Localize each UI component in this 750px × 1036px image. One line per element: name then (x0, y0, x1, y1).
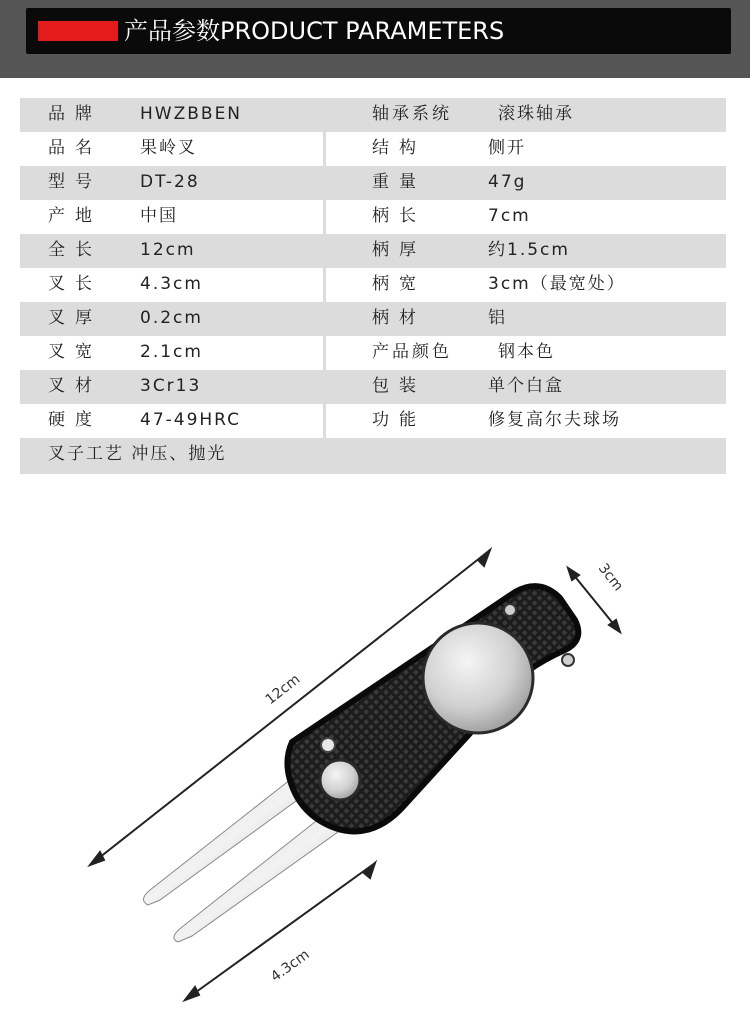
spec-label: 包装 (372, 376, 426, 396)
spec-value: 2.1cm (140, 342, 203, 362)
product-photo (0, 480, 750, 1036)
release-button (320, 760, 360, 800)
page-title: 产品参数PRODUCT PARAMETERS (124, 17, 505, 45)
spec-label: 重量 (372, 172, 426, 192)
spec-value: 侧开 (488, 138, 526, 158)
screw (504, 604, 516, 616)
spec-label: 叉长 (48, 274, 102, 294)
spec-label: 结构 (372, 138, 426, 158)
spec-value: 单个白盒 (488, 376, 564, 396)
header-band (0, 0, 750, 78)
spec-row (20, 336, 726, 370)
column-divider (323, 234, 326, 268)
spec-row (20, 302, 726, 336)
spec-value: 滚珠轴承 (498, 104, 574, 124)
column-divider (323, 132, 326, 166)
spec-value: 修复高尔夫球场 (488, 410, 621, 430)
spec-value: 47g (488, 172, 527, 192)
fork-handle (287, 586, 578, 831)
column-divider (323, 370, 326, 404)
spec-row (20, 200, 726, 234)
ball-marker (423, 623, 533, 733)
spec-value: 中国 (140, 206, 178, 226)
column-divider (323, 404, 326, 438)
spec-value: 果岭叉 (140, 138, 197, 158)
spec-value: 12cm (140, 240, 196, 260)
spec-label: 品牌 (48, 104, 102, 124)
spec-label: 型号 (48, 172, 102, 192)
spec-value: 3cm（最宽处） (488, 274, 626, 294)
spec-label: 品名 (48, 138, 102, 158)
spec-row (20, 166, 726, 200)
spec-value: 3Cr13 (140, 376, 202, 396)
header-accent-block (38, 21, 118, 41)
spec-label: 叉材 (48, 376, 102, 396)
spec-label: 全长 (48, 240, 102, 260)
spec-value: 钢本色 (498, 342, 555, 362)
header-bar (26, 8, 731, 54)
spec-value: 铝 (488, 308, 507, 328)
spec-value: 7cm (488, 206, 531, 226)
spec-value: DT-28 (140, 172, 200, 192)
spec-label: 硬度 (48, 410, 102, 430)
dim-fork-label: 4.3cm (267, 946, 313, 986)
rivet (321, 738, 335, 752)
spec-process-text: 叉子工艺 冲压、抛光 (48, 444, 227, 464)
spec-label: 功能 (372, 410, 426, 430)
spec-label: 产地 (48, 206, 102, 226)
dim-length-label: 12cm (262, 671, 304, 709)
spec-value: 约1.5cm (488, 240, 570, 260)
column-divider (323, 200, 326, 234)
column-divider (323, 98, 326, 132)
spec-row (20, 132, 726, 166)
spec-row-process (20, 438, 726, 474)
screw (562, 654, 574, 666)
spec-label: 轴承系统 (372, 104, 452, 124)
spec-label: 产品颜色 (372, 342, 452, 362)
column-divider (323, 336, 326, 370)
spec-label: 叉厚 (48, 308, 102, 328)
spec-row (20, 404, 726, 438)
spec-row (20, 370, 726, 404)
spec-label: 柄长 (372, 206, 426, 226)
spec-row (20, 98, 726, 132)
spec-row (20, 234, 726, 268)
dim-width-label: 3cm (594, 560, 627, 595)
column-divider (323, 302, 326, 336)
spec-value: 0.2cm (140, 308, 203, 328)
spec-label: 叉宽 (48, 342, 102, 362)
spec-label: 柄厚 (372, 240, 426, 260)
spec-label: 柄材 (372, 308, 426, 328)
spec-value: 4.3cm (140, 274, 203, 294)
spec-value: HWZBBEN (140, 104, 243, 124)
spec-table (20, 98, 726, 474)
column-divider (323, 166, 326, 200)
spec-label: 柄宽 (372, 274, 426, 294)
column-divider (323, 268, 326, 302)
spec-value: 47-49HRC (140, 410, 242, 430)
spec-row (20, 268, 726, 302)
